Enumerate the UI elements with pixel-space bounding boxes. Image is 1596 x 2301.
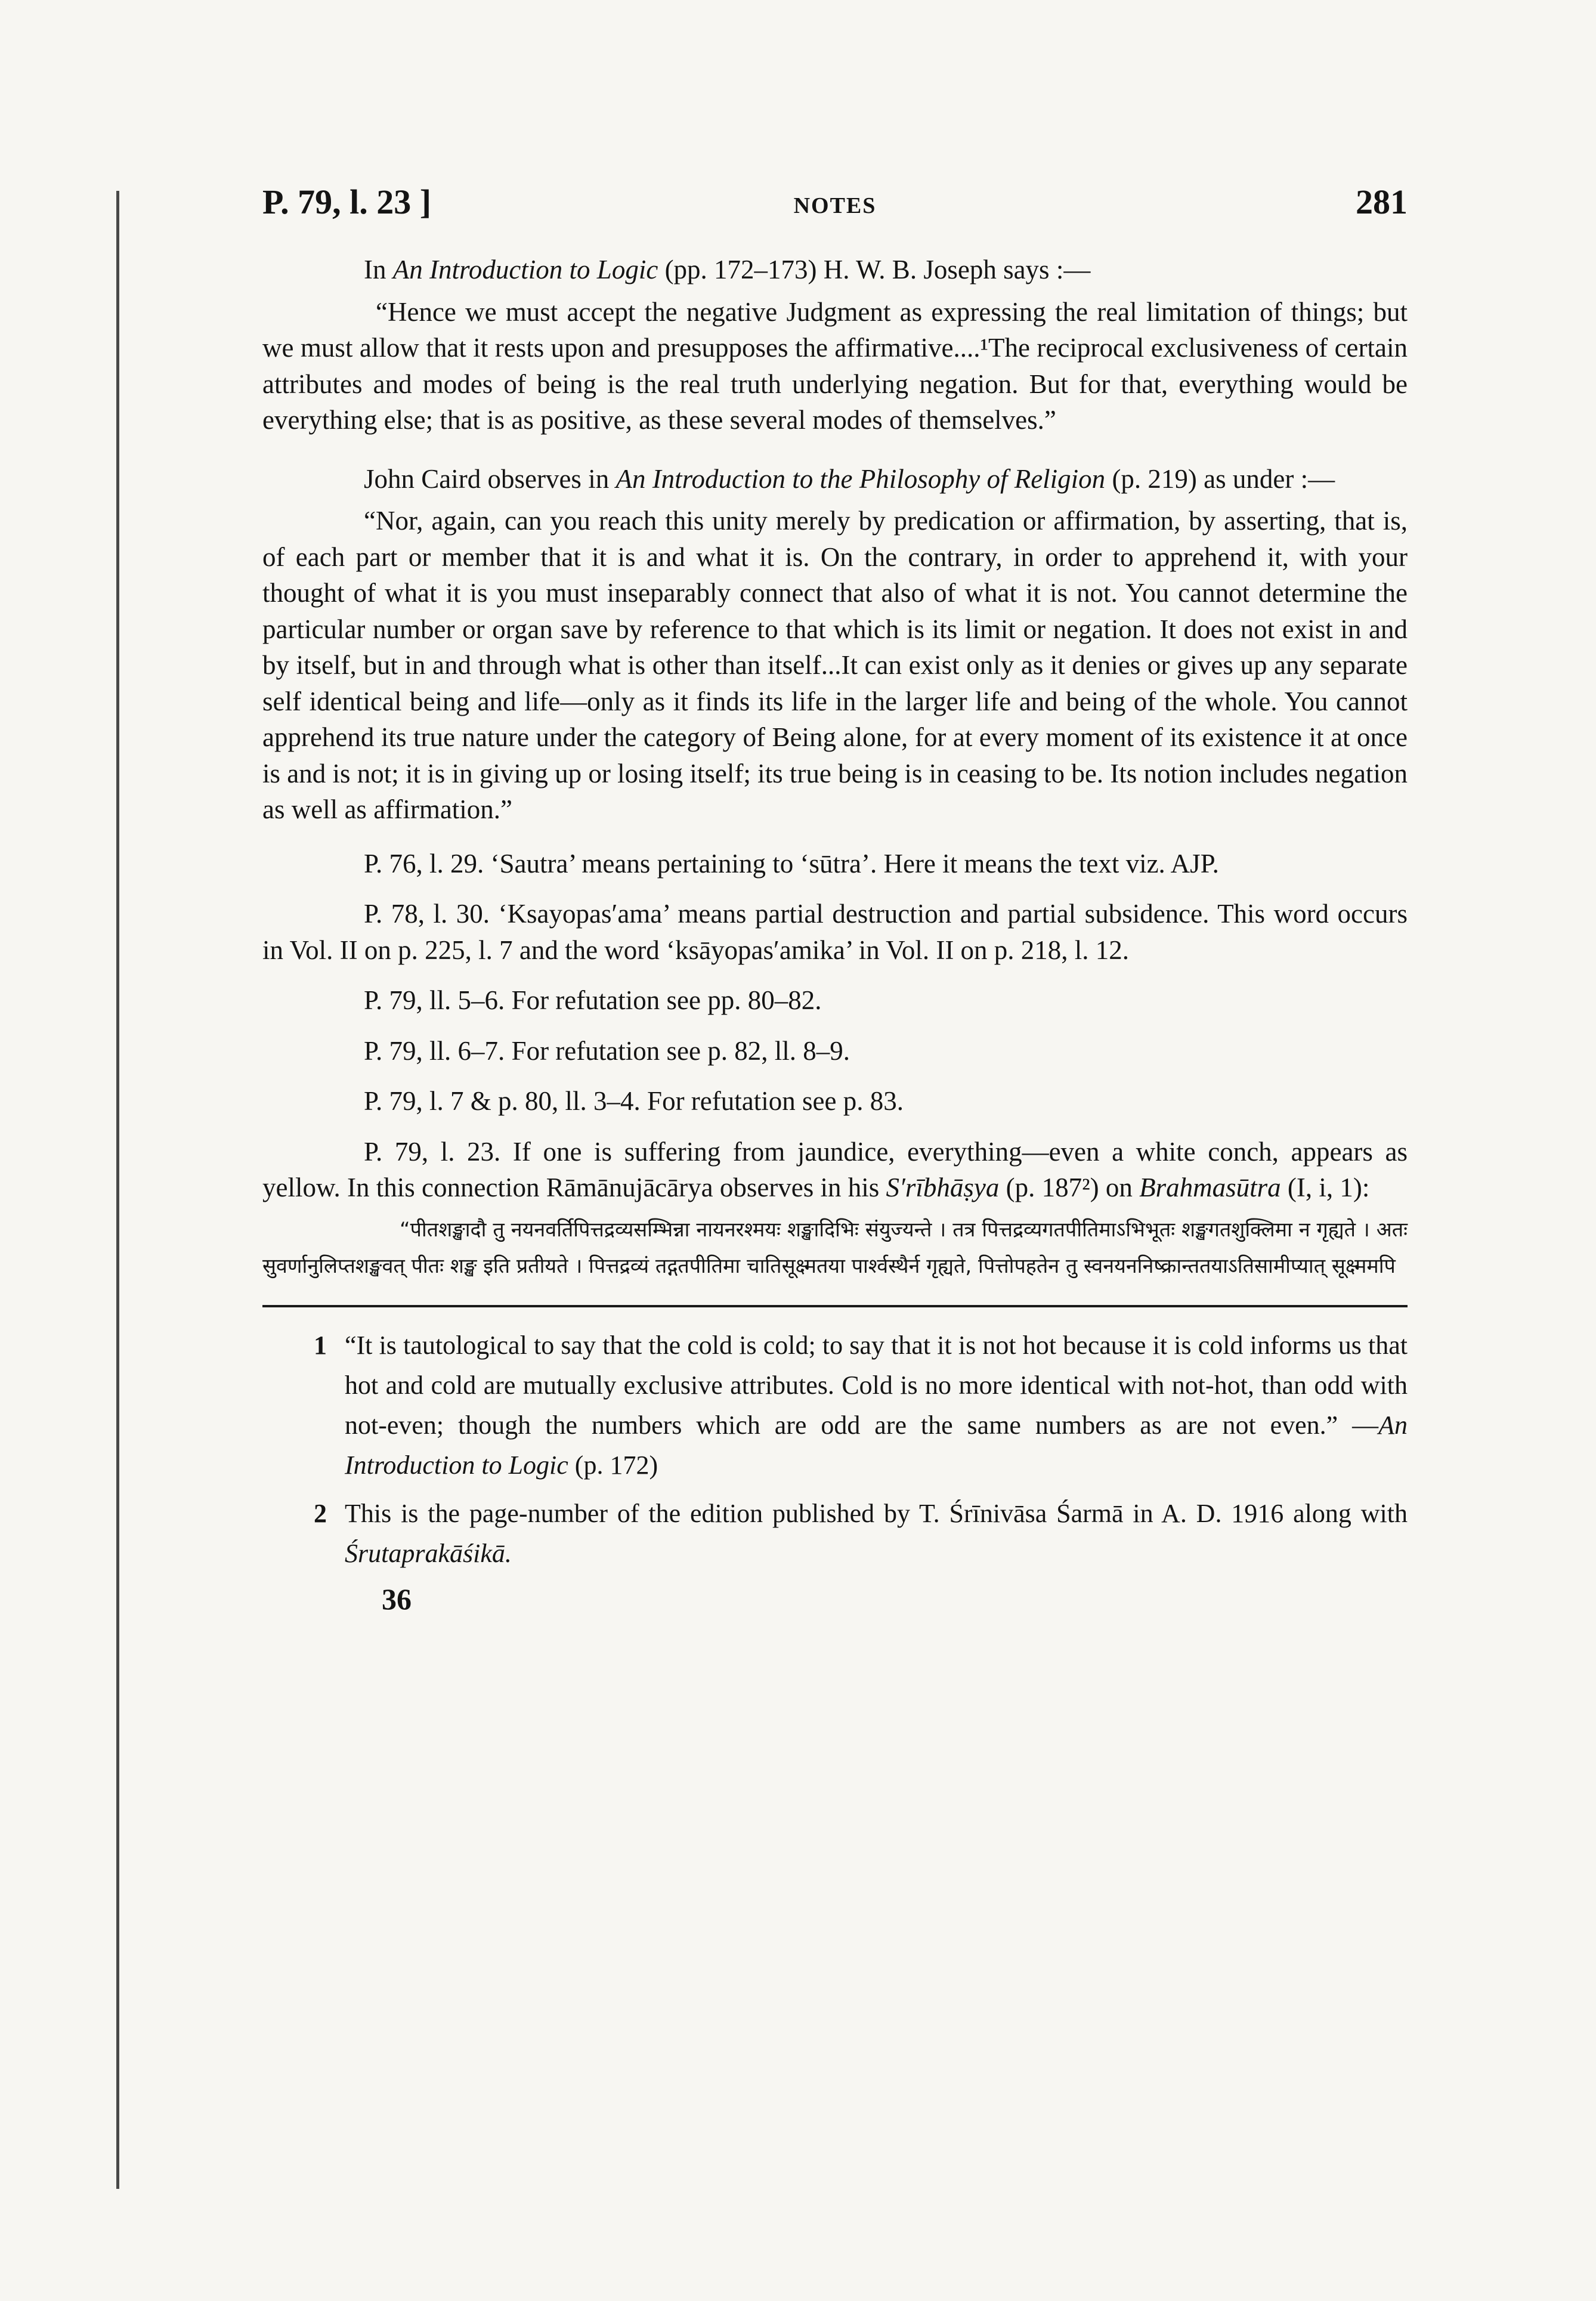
header-title: NOTES xyxy=(793,193,877,218)
caird-book-title: An Introduction to the Philosophy of Religion xyxy=(615,463,1106,494)
page xyxy=(262,182,1408,1616)
footnote-rule xyxy=(262,1305,1408,1307)
note-p79-a: P. 79, ll. 5–6. For refutation see pp. 80–82. xyxy=(364,985,822,1015)
running-head xyxy=(262,182,1408,239)
note-p79-b: P. 79, ll. 6–7. For refutation see p. 82, ll. 8–9. xyxy=(364,1035,850,1066)
note-p76: P. 76, l. 29. ‘Sautra’ means pertaining to ‘sūtra’. Here it means the text viz. AJP. xyxy=(364,848,1219,879)
page-number: 281 xyxy=(1356,183,1408,221)
header-reference: P. 79, l. 23 ] xyxy=(262,183,432,221)
work-brahmasutra: Brahmasūtra xyxy=(1139,1173,1281,1202)
caird-intro: John Caird observes in An Introduction to the Philosophy of Religion (p. 219) as under :— xyxy=(364,463,1335,494)
work-sribhasya: S′rībhāṣya xyxy=(886,1173,1000,1202)
joseph-book-title: An Introduction to Logic xyxy=(392,255,658,284)
footnote-number: 1 xyxy=(314,1330,327,1360)
footnote-number: 2 xyxy=(314,1498,327,1528)
note-p78: P. 78, l. 30. ‘Ksayopas′ama’ means partial destruction and partial subsidence. This word occurs in Vol. II on p. 225, l. 7 and the word ‘ksāyopas′amika’ in Vol. II on p. 218, l. 12. xyxy=(262,899,1408,965)
caird-quote: “Nor, again, can you reach this unity merely by predication or affirmation, by asserting, that is, of each part or member that it is and what it is. On the contrary, in order to apprehend it, with your thought of what it is you must inseparably connect that also of what it is not. You cannot determine the particular number or organ save by reference to that which is its limit or negation. It does not exist in and by itself, but in and through what is other than itself...It can exist only as it denies or gives up any separate self identical being and life—only as it finds its life in the larger life and being of the whole. You cannot apprehend its true nature under the category of Being alone, for at every moment of its existence it at once is and is not; it is in giving up or losing itself; its true being is in ceasing to be. Its notion includes negation as well as affirmation.” xyxy=(262,506,1408,824)
footnote-text: “It is tautological to say that the cold is cold; to say that it is not hot because it is cold informs us that hot and cold are mutually exclusive attributes. Cold is no more identical with not-hot, than odd with not-even; though the numbers which are odd are the same numbers as are not even.” —An Introduction to Logic (p. 172) xyxy=(345,1330,1408,1480)
page-binding-edge xyxy=(116,191,119,2189)
footnote-text: This is the page-number of the edition published by T. Śrīnivāsa Śarmā in A. D. 1916 along with Śrutaprakāśikā. xyxy=(345,1498,1408,1568)
footnote-1 xyxy=(262,1325,1408,1485)
sanskrit-quotation: “पीतशङ्खादौ तु नयनवर्तिपित्तद्रव्यसम्भिन्ना नायनरश्मयः शङ्खादिभिः संयुज्यन्ते । तत्र पित्तद्रव्यगतपीतिमाऽभिभूतः शङ्खगतशुक्लिमा न गृह्यते । अतः सुवर्णानुलिप्तशङ्खवत् पीतः शङ्ख इति प्रतीयते । पित्तद्रव्यं तद्गतपीतिमा चातिसूक्ष्मतया पार्श्वस्थैर्न गृह्यते, पित्तोपहतेन तु स्वनयननिष्क्रान्ततयाऽतिसामीप्यात् सूक्ष्ममपि xyxy=(262,1217,1408,1278)
note-jaundice: P. 79, l. 23. If one is suffering from jaundice, everything—even a white conch, appears as yellow. In this connection Rāmānujācārya observes in his S′rībhāṣya (p. 187²) on Brahmasūtra (I, i, 1): xyxy=(262,1136,1408,1202)
signature-mark: 36 xyxy=(382,1582,412,1616)
joseph-intro: In An Introduction to Logic (pp. 172–173) H. W. B. Joseph says :— xyxy=(364,255,1091,284)
note-p79-c: P. 79, l. 7 & p. 80, ll. 3–4. For refutation see p. 83. xyxy=(364,1086,904,1116)
footnote-2 xyxy=(262,1493,1408,1573)
joseph-quote: “Hence we must accept the negative Judgment as expressing the real limitation of things; but we must allow that it rests upon and presupposes the affirmative....¹The reciprocal exclusiveness of certain attributes and modes of being is the real truth underlying negation. But for that, everything would be everything else; that is as positive, as these several modes of themselves.” xyxy=(262,296,1408,435)
